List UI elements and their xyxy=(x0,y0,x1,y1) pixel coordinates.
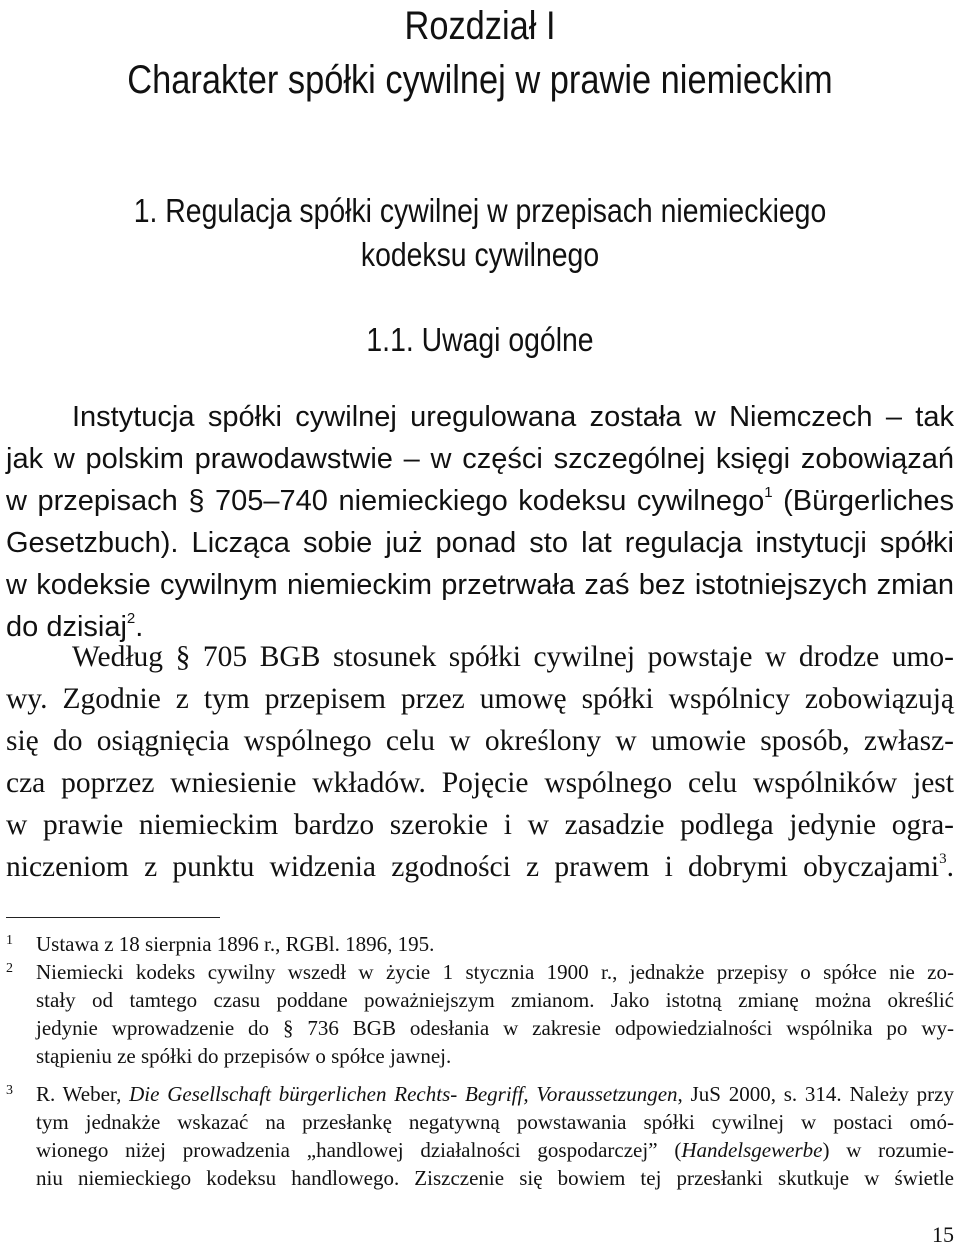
paragraph-2-line-5: w prawie niemieckim bardzo szerokie i w zasadzie podlega jedynie ogra- xyxy=(6,809,954,841)
footnote-ref-2[interactable]: 2 xyxy=(126,610,136,627)
paragraph-1-line-4: Gesetzbuch). Licząca sobie już ponad sto lat regulacja instytucji spółki xyxy=(6,527,954,559)
paragraph-1-line-3-text: w przepisach § 705–740 niemieckiego kodeksu cywilnego xyxy=(6,485,765,517)
footnote-2-line-1: Niemiecki kodeks cywilny wszedł w życie 1 stycznia 1900 r., jednakże przepisy o spółce nie zo- xyxy=(36,960,954,984)
footnote-3-line-1 xyxy=(36,1080,954,1108)
paragraph-1-line-3-tail: (Bürgerliches xyxy=(772,485,954,517)
paragraph-2-line-2: wy. Zgodnie z tym przepisem przez umowę spółki wspólnicy zobowiązują xyxy=(6,683,954,715)
paragraph-2-line-3: się do osiągnięcia wspólnego celu w określony w umowie sposób, zwłasz- xyxy=(6,725,954,757)
paragraph-1-line-2: jak w polskim prawodawstwie – w części szczególnej księgi zobowiązań xyxy=(6,443,954,475)
footnote-3-line-3-start: wionego niżej prowadzenia „handlowej działalności gospodarczej” ( xyxy=(36,1138,682,1162)
paragraph-1-line-6-text: do dzisiaj xyxy=(6,611,127,643)
footnote-ref-3[interactable]: 3 xyxy=(939,851,947,867)
section-title-line-2: kodeksu cywilnego xyxy=(360,236,600,273)
paragraph-1-line-1: Instytucja spółki cywilnej uregulowana została w Niemczech – tak xyxy=(72,401,954,433)
footnote-2-line-3: jedynie wprowadzenie do § 736 BGB odesłania w zakresie odpowiedzialności wspólnika po wy- xyxy=(36,1016,954,1040)
paragraph-2-line-1: Według § 705 BGB stosunek spółki cywilnej powstaje w drodze umo- xyxy=(72,641,954,673)
paragraph-1-line-6-tail: . xyxy=(135,611,144,643)
footnote-3-line-3 xyxy=(36,1136,954,1164)
footnote-3-term: Handelsgewerbe xyxy=(681,1138,823,1162)
footnote-3-line-4: niu niemieckiego kodeksu handlowego. Ziszczenie się bowiem tej przesłanki skutkuje w świetle xyxy=(36,1166,954,1190)
footnote-3-line-2: tym jednakże wskazać na przesłankę negatywną powstawania spółki cywilnej w postaci omó- xyxy=(36,1110,954,1134)
footnote-ref-1[interactable]: 1 xyxy=(764,484,773,501)
paragraph-2-line-6 xyxy=(6,846,954,889)
footnote-1-number: 1 xyxy=(6,933,13,948)
subsection-title: 1.1. Uwagi ogólne xyxy=(366,321,594,358)
footnote-separator xyxy=(6,917,220,918)
paragraph-2-line-6-text: niczeniom z punktu widzenia zgodności z prawem i dobrymi obyczajami xyxy=(6,851,940,883)
chapter-number: Rozdział I xyxy=(404,4,556,48)
footnote-1-line-1: Ustawa z 18 sierpnia 1896 r., RGBl. 1896, 195. xyxy=(36,932,435,956)
footnote-3-title: Die Gesellschaft bürgerlichen Rechts- Begriff, Voraussetzungen xyxy=(129,1082,678,1106)
footnote-3-line-1-rest: , JuS 2000, s. 314. Należy przy xyxy=(677,1082,954,1106)
paragraph-2-line-6-tail: . xyxy=(946,851,954,883)
footnote-3-line-3-rest: ) w rozumie- xyxy=(822,1138,954,1162)
page-number: 15 xyxy=(932,1222,954,1247)
footnote-3-number: 3 xyxy=(6,1083,13,1098)
paragraph-2-line-4: cza poprzez wniesienie wkładów. Pojęcie wspólnego celu wspólników jest xyxy=(6,767,954,799)
section-title-line-1: 1. Regulacja spółki cywilnej w przepisach niemieckiego xyxy=(133,192,827,229)
paragraph-1-line-5: w kodeksie cywilnym niemieckim przetrwała zaś bez istotniejszych zmian xyxy=(6,569,954,601)
footnote-2-line-4: stąpieniu ze spółki do przepisów o spółce jawnej. xyxy=(36,1044,452,1068)
paragraph-1-line-3 xyxy=(6,480,954,523)
chapter-title: Charakter spółki cywilnej w prawie niemieckim xyxy=(127,58,833,102)
footnote-2-number: 2 xyxy=(6,961,13,976)
footnote-3-author: R. Weber, xyxy=(36,1082,130,1106)
footnote-2-line-2: stały od tamtego czasu poddane poważniejszym zmianom. Jako istotną zmianę można określić xyxy=(36,988,954,1012)
